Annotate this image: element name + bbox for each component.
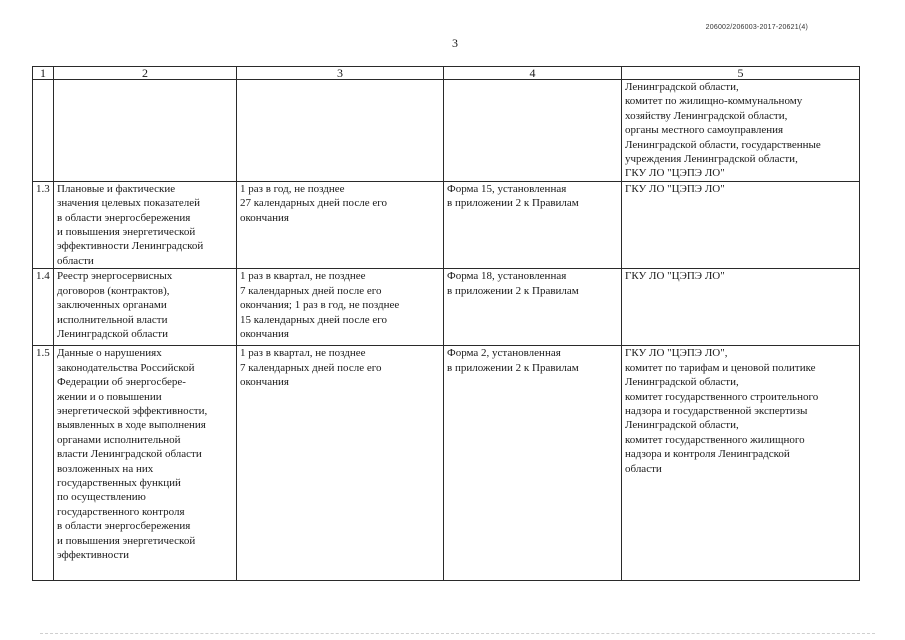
cell-text-line: исполнительной власти <box>57 313 168 326</box>
cell-text-line: 1 раз в квартал, не позднее <box>240 347 366 360</box>
cell-text-line: Данные о нарушениях <box>57 347 162 360</box>
cell-text-line: Ленинградской области, государственные <box>625 138 821 151</box>
indicator-cell <box>54 80 237 182</box>
table-row <box>33 346 860 581</box>
scan-artifact-line <box>40 633 875 635</box>
indicator-cell <box>54 269 237 346</box>
cell-text-line: Плановые и фактические <box>57 182 176 195</box>
row-number-cell: 1.5 <box>33 346 54 581</box>
cell-text-line: комитет по тарифам и ценовой политике <box>625 361 816 374</box>
cell-text-line: ГКУ ЛО "ЦЭПЭ ЛО", <box>625 347 728 360</box>
header-row <box>33 67 860 80</box>
cell-text-line: энергетической эффективности, <box>57 404 208 417</box>
cell-text-line: 7 календарных дней после его <box>240 361 382 374</box>
cell-text-line: Форма 18, установленная <box>447 270 567 283</box>
responsible-cell <box>622 181 860 268</box>
cell-text-line: возложенных на них <box>57 462 154 475</box>
cell-text-line: в приложении 2 к Правилам <box>447 284 579 297</box>
cell-text-line: комитет государственного строительного <box>625 390 819 403</box>
form-cell <box>444 269 622 346</box>
column-header: 1 <box>33 67 54 80</box>
cell-text-line: 1 раз в квартал, не позднее <box>240 270 366 283</box>
cell-text-line: значения целевых показателей <box>57 197 200 210</box>
form-cell <box>444 80 622 182</box>
cell-text-line: комитет по жилищно-коммунальному <box>625 95 803 108</box>
cell-text-line: ГКУ ЛО "ЦЭПЭ ЛО" <box>625 182 725 195</box>
indicator-cell <box>54 346 237 581</box>
column-header: 4 <box>444 67 622 80</box>
cell-text-line: и повышения энергетической <box>57 226 196 239</box>
cell-text-line: Ленинградской области, <box>625 419 739 432</box>
period-cell <box>237 346 444 581</box>
cell-text-line: Ленинградской области, <box>625 81 739 93</box>
cell-text-line: эффективности Ленинградской <box>57 240 204 253</box>
cell-text-line: выявленных в ходе выполнения <box>57 419 206 432</box>
cell-text-line: Ленинградской области <box>57 327 168 340</box>
cell-text-line: 27 календарных дней после его <box>240 197 387 210</box>
cell-text-line: эффективности <box>57 548 130 561</box>
row-number-cell <box>33 80 54 182</box>
cell-text-line: органами исполнительной <box>57 433 181 446</box>
column-header: 2 <box>54 67 237 80</box>
column-header: 3 <box>237 67 444 80</box>
cell-text-line: законодательства Российской <box>57 361 195 374</box>
cell-text-line: власти Ленинградской области <box>57 448 202 461</box>
cell-text-line: окончания <box>240 376 289 389</box>
cell-text-line: ГКУ ЛО "ЦЭПЭ ЛО" <box>625 270 725 283</box>
cell-text-line: в приложении 2 к Правилам <box>447 197 579 210</box>
cell-text-line: 1 раз в год, не позднее <box>240 182 345 195</box>
cell-text-line: учреждения Ленинградской области, <box>625 153 798 166</box>
cell-text-line: 7 календарных дней после его <box>240 284 382 297</box>
cell-text-line: Форма 15, установленная <box>447 182 567 195</box>
cell-text-line: области <box>57 254 94 267</box>
cell-text-line: Реестр энергосервисных <box>57 270 173 283</box>
cell-text-line: в области энергосбережения <box>57 211 191 224</box>
cell-text-line: окончания <box>240 327 289 340</box>
cell-text-line: ГКУ ЛО "ЦЭПЭ ЛО" <box>625 167 725 180</box>
responsible-cell <box>622 346 860 581</box>
row-number-cell: 1.4 <box>33 269 54 346</box>
indicator-cell <box>54 181 237 268</box>
cell-text-line: области <box>625 462 662 475</box>
responsible-cell <box>622 80 860 182</box>
cell-text-line: по осуществлению <box>57 491 146 504</box>
cell-text-line: хозяйству Ленинградской области, <box>625 109 788 122</box>
page-number: 3 <box>452 36 458 50</box>
cell-text-line: заключенных органами <box>57 299 167 312</box>
cell-text-line: органы местного самоуправления <box>625 124 784 137</box>
cell-text-line: окончания; 1 раз в год, не позднее <box>240 299 400 312</box>
cell-text-line: государственного контроля <box>57 505 185 518</box>
cell-text-line: надзора и контроля Ленинградской <box>625 448 790 461</box>
table-row <box>33 181 860 268</box>
cell-text-line: Ленинградской области, <box>625 376 739 389</box>
cell-text-line: и повышения энергетической <box>57 534 196 547</box>
cell-text-line: 15 календарных дней после его <box>240 313 387 326</box>
cell-text-line: в приложении 2 к Правилам <box>447 361 579 374</box>
cell-text-line: комитет государственного жилищного <box>625 433 805 446</box>
form-cell <box>444 346 622 581</box>
cell-text-line: окончания <box>240 211 289 224</box>
row-number-cell: 1.3 <box>33 181 54 268</box>
column-header: 5 <box>622 67 860 80</box>
cell-text-line: Федерации об энергосбере- <box>57 376 186 389</box>
table-row <box>33 269 860 346</box>
period-cell <box>237 269 444 346</box>
cell-text-line: государственных функций <box>57 476 181 489</box>
table-row <box>33 80 860 182</box>
cell-text-line: Форма 2, установленная <box>447 347 561 360</box>
form-cell <box>444 181 622 268</box>
cell-text-line: договоров (контрактов), <box>57 284 170 297</box>
cell-text-line: надзора и государственной экспертизы <box>625 404 808 417</box>
document-registration-number: 206002/206003-2017-20621(4) <box>705 24 808 31</box>
responsible-cell <box>622 269 860 346</box>
period-cell <box>237 80 444 182</box>
cell-text-line: жении и о повышении <box>57 390 162 403</box>
cell-text-line: в области энергосбережения <box>57 520 191 533</box>
reporting-table <box>32 66 860 581</box>
period-cell <box>237 181 444 268</box>
